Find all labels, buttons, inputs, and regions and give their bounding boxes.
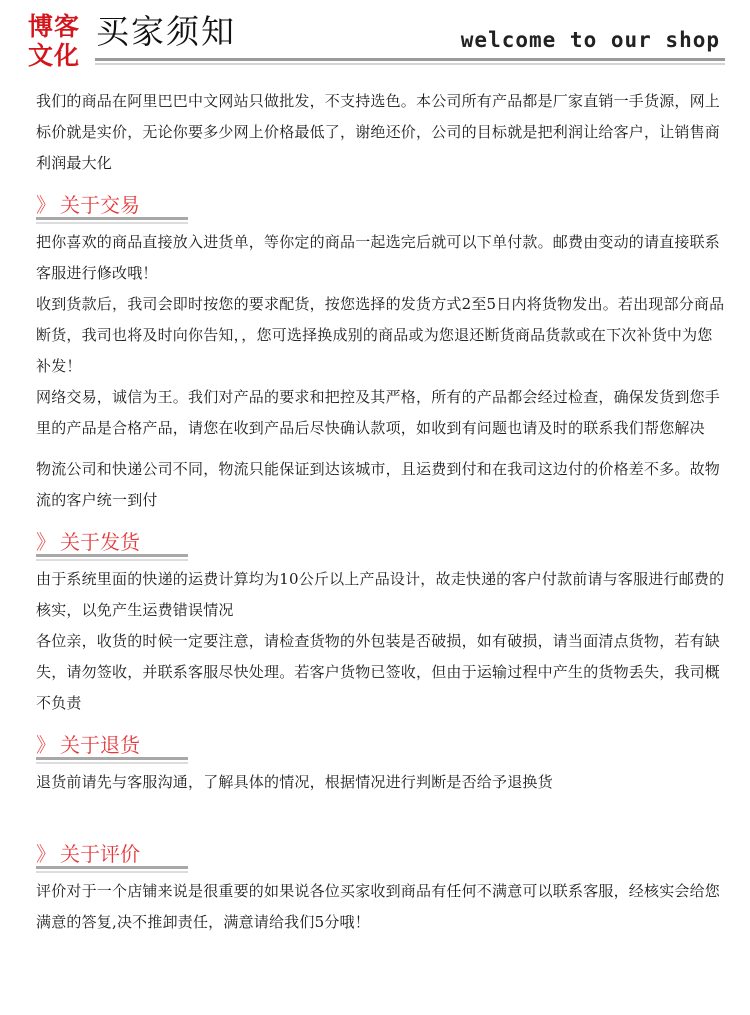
welcome-tagline: welcome to our shop [460, 28, 720, 52]
trade-paragraph-3: 网络交易，诚信为王。我们对产品的要求和把控及其严格，所有的产品都会经过检查，确保发货到您手里的产品是合格产品，请您在收到产品后尽快确认款项，如收到有问题也请及时的联系我们帮您解决 [36, 388, 721, 437]
section-rule-light [36, 762, 188, 764]
section-rule [36, 757, 188, 760]
section-header-reviews [36, 834, 726, 876]
logo-line-2: 文化 [28, 41, 81, 70]
shipping-paragraph-1: 由于系统里面的快递的运费计算均为10公斤以上产品设计，故走快递的客户付款前请与客服进行邮费的核实，以免产生运费错误情况 [36, 570, 725, 619]
shipping-paragraph-2: 各位亲，收货的时候一定要注意，请检查货物的外包装是否破损，如有破损，请当面清点货物，若有缺失，请勿签收，并联系客服尽快处理。若客户货物已签收，但由于运输过程中产生的货物丢失，我司概不负责 [36, 632, 721, 712]
section-title-shipping: 关于发货 [60, 530, 140, 554]
section-rule-light [36, 559, 188, 561]
section-rule [36, 554, 188, 557]
section-header-trade [36, 185, 726, 227]
section-header-shipping [36, 522, 726, 564]
trade-paragraph-1: 把你喜欢的商品直接放入进货单，等你定的商品一起选完后就可以下单付款。邮费由变动的请直接联系客服进行修改哦！ [36, 233, 721, 282]
returns-paragraph-1: 退货前请先与客服沟通，了解具体的情况，根据情况进行判断是否给予退换货 [36, 773, 553, 791]
chevron-right-icon: 》 [36, 530, 56, 554]
intro-paragraph: 我们的商品在阿里巴巴中文网站只做批发，不支持选色。本公司所有产品都是厂家直销一手货源，网上标价就是实价，无论你要多少网上价格最低了，谢绝还价，公司的目标就是把利润让给客户，让销售商利润最大化 [36, 92, 721, 172]
section-rule-light [36, 222, 188, 224]
logo-line-1: 博客 [28, 12, 81, 41]
trade-paragraph-2: 收到货款后，我司会即时按您的要求配货，按您选择的发货方式2至5日内将货物发出。若出现部分商品断货，我司也将及时向你告知，，您可选择换成别的商品或为您退还断货商品货款或在下次补货中为您补发！ [36, 295, 725, 375]
section-title-reviews: 关于评价 [60, 842, 140, 866]
chevron-right-icon: 》 [36, 733, 56, 757]
reviews-paragraph-1: 评价对于一个店铺来说是很重要的如果说各位买家收到商品有任何不满意可以联系客服，经核实会给您满意的答复,决不推卸责任，满意请给我们5分哦！ [36, 882, 721, 931]
content [36, 86, 726, 938]
section-rule [36, 866, 188, 869]
trade-paragraph-4: 物流公司和快递公司不同，物流只能保证到达该城市，且运费到付和在我司这边付的价格差不多。故物流的客户统一到付 [36, 460, 721, 509]
section-title-returns: 关于退货 [60, 733, 140, 757]
brand-logo [28, 12, 88, 70]
header-divider-light [95, 63, 725, 65]
header-divider [95, 58, 725, 61]
section-rule-light [36, 871, 188, 873]
page-title: 买家须知 [96, 12, 236, 51]
chevron-right-icon: 》 [36, 842, 56, 866]
section-header-returns [36, 725, 726, 767]
section-rule [36, 217, 188, 220]
header [0, 0, 750, 80]
section-title-trade: 关于交易 [60, 193, 140, 217]
chevron-right-icon: 》 [36, 193, 56, 217]
